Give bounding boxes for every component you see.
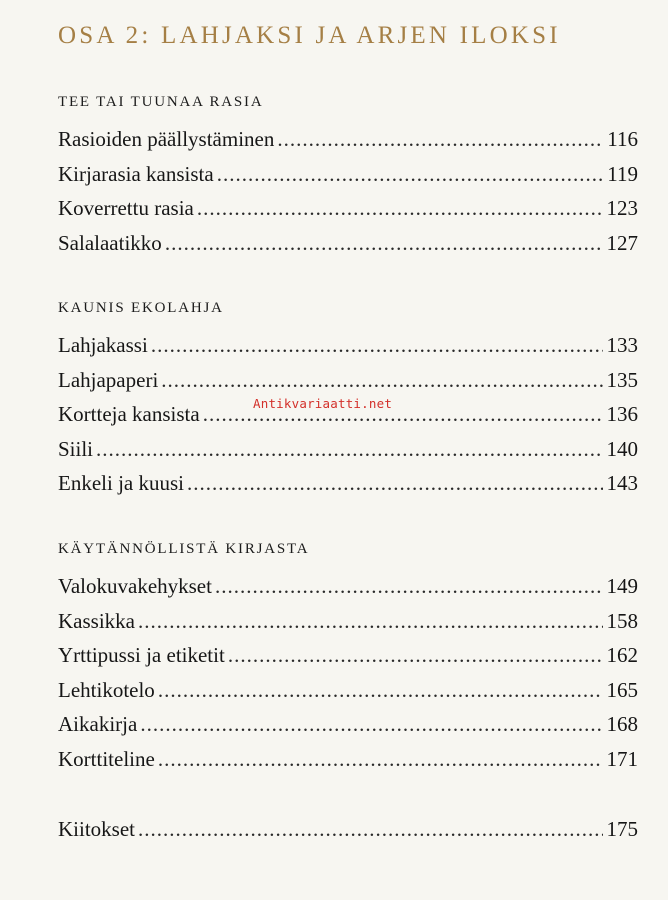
toc-entry — [58, 226, 638, 261]
dot-leader — [215, 569, 603, 604]
dot-leader — [151, 328, 603, 363]
entry-page-number: 116 — [607, 127, 638, 151]
entry-page-number: 127 — [606, 230, 638, 255]
toc-entry — [58, 569, 638, 604]
toc-section-final — [58, 812, 638, 847]
entry-title: Kassikka — [58, 608, 135, 633]
toc-entry — [58, 604, 638, 639]
entry-title: Enkeli ja kuusi — [58, 471, 184, 495]
entry-title: Lahjakassi — [58, 333, 148, 357]
entry-page-number: 135 — [606, 367, 638, 392]
entry-title: Kirjarasia kansista — [58, 161, 214, 186]
toc-entry — [58, 432, 638, 467]
entry-page-number: 143 — [606, 471, 638, 495]
toc-section-kaytannollista-kirjasta — [58, 539, 638, 776]
entry-title: Yrttipussi ja etiketit — [58, 643, 225, 667]
toc-section-tee-tai-tuunaa-rasia — [58, 92, 638, 260]
dot-leader — [277, 122, 603, 157]
toc-entry — [58, 466, 638, 501]
dot-leader — [138, 604, 603, 639]
entry-title: Koverrettu rasia — [58, 196, 194, 220]
entry-page-number: 162 — [606, 643, 638, 667]
entry-page-number: 158 — [606, 608, 638, 633]
entry-page-number: 165 — [606, 677, 638, 702]
toc-entry — [58, 638, 638, 673]
entry-title: Kortteja kansista — [58, 402, 200, 426]
entry-page-number: 119 — [607, 161, 638, 186]
dot-leader — [228, 638, 603, 673]
toc-entry — [58, 673, 638, 708]
entry-title: Valokuvakehykset — [58, 574, 212, 598]
dot-leader — [161, 363, 602, 398]
entry-page-number: 140 — [606, 436, 638, 461]
dot-leader — [197, 191, 603, 226]
entry-title: Siili — [58, 436, 94, 461]
toc-entry — [58, 328, 638, 363]
toc-entry — [58, 122, 638, 157]
dot-leader — [138, 812, 603, 847]
section-heading: TEE TAI TUUNAA RASIA — [58, 94, 264, 110]
entry-title: Salalaatikko — [58, 230, 162, 255]
entry-title: Rasioiden päällystäminen — [58, 127, 275, 151]
entry-title: Kiitokset — [58, 817, 135, 841]
entry-page-number: 149 — [606, 574, 638, 598]
entry-title: Aikakirja — [58, 712, 138, 736]
entry-page-number: 175 — [606, 817, 638, 841]
toc-entry — [58, 363, 638, 398]
dot-leader — [158, 673, 603, 708]
toc-entry — [58, 812, 638, 847]
entry-title: Korttiteline — [58, 746, 155, 771]
section-heading: KAUNIS EKOLAHJA — [58, 300, 224, 316]
entry-title: Lahjapaperi — [58, 367, 159, 392]
entry-page-number: 133 — [606, 333, 638, 357]
entry-page-number: 171 — [606, 746, 638, 771]
watermark-text: Antikvariaatti.net — [253, 396, 393, 411]
dot-leader — [140, 707, 602, 742]
section-heading: KÄYTÄNNÖLLISTÄ KIRJASTA — [58, 541, 310, 557]
entry-page-number: 168 — [606, 712, 638, 736]
toc-entry — [58, 157, 638, 192]
toc-entry — [58, 707, 638, 742]
dot-leader — [187, 466, 603, 501]
dot-leader — [158, 742, 603, 777]
entry-title: Lehtikotelo — [58, 677, 155, 702]
toc-entry — [58, 191, 638, 226]
entry-page-number: 123 — [606, 196, 638, 220]
part-title: OSA 2: LAHJAKSI JA ARJEN ILOKSI — [58, 22, 561, 49]
dot-leader — [96, 432, 602, 467]
toc-entry — [58, 742, 638, 777]
dot-leader — [165, 226, 603, 261]
entry-page-number: 136 — [606, 402, 638, 426]
dot-leader — [217, 157, 604, 192]
